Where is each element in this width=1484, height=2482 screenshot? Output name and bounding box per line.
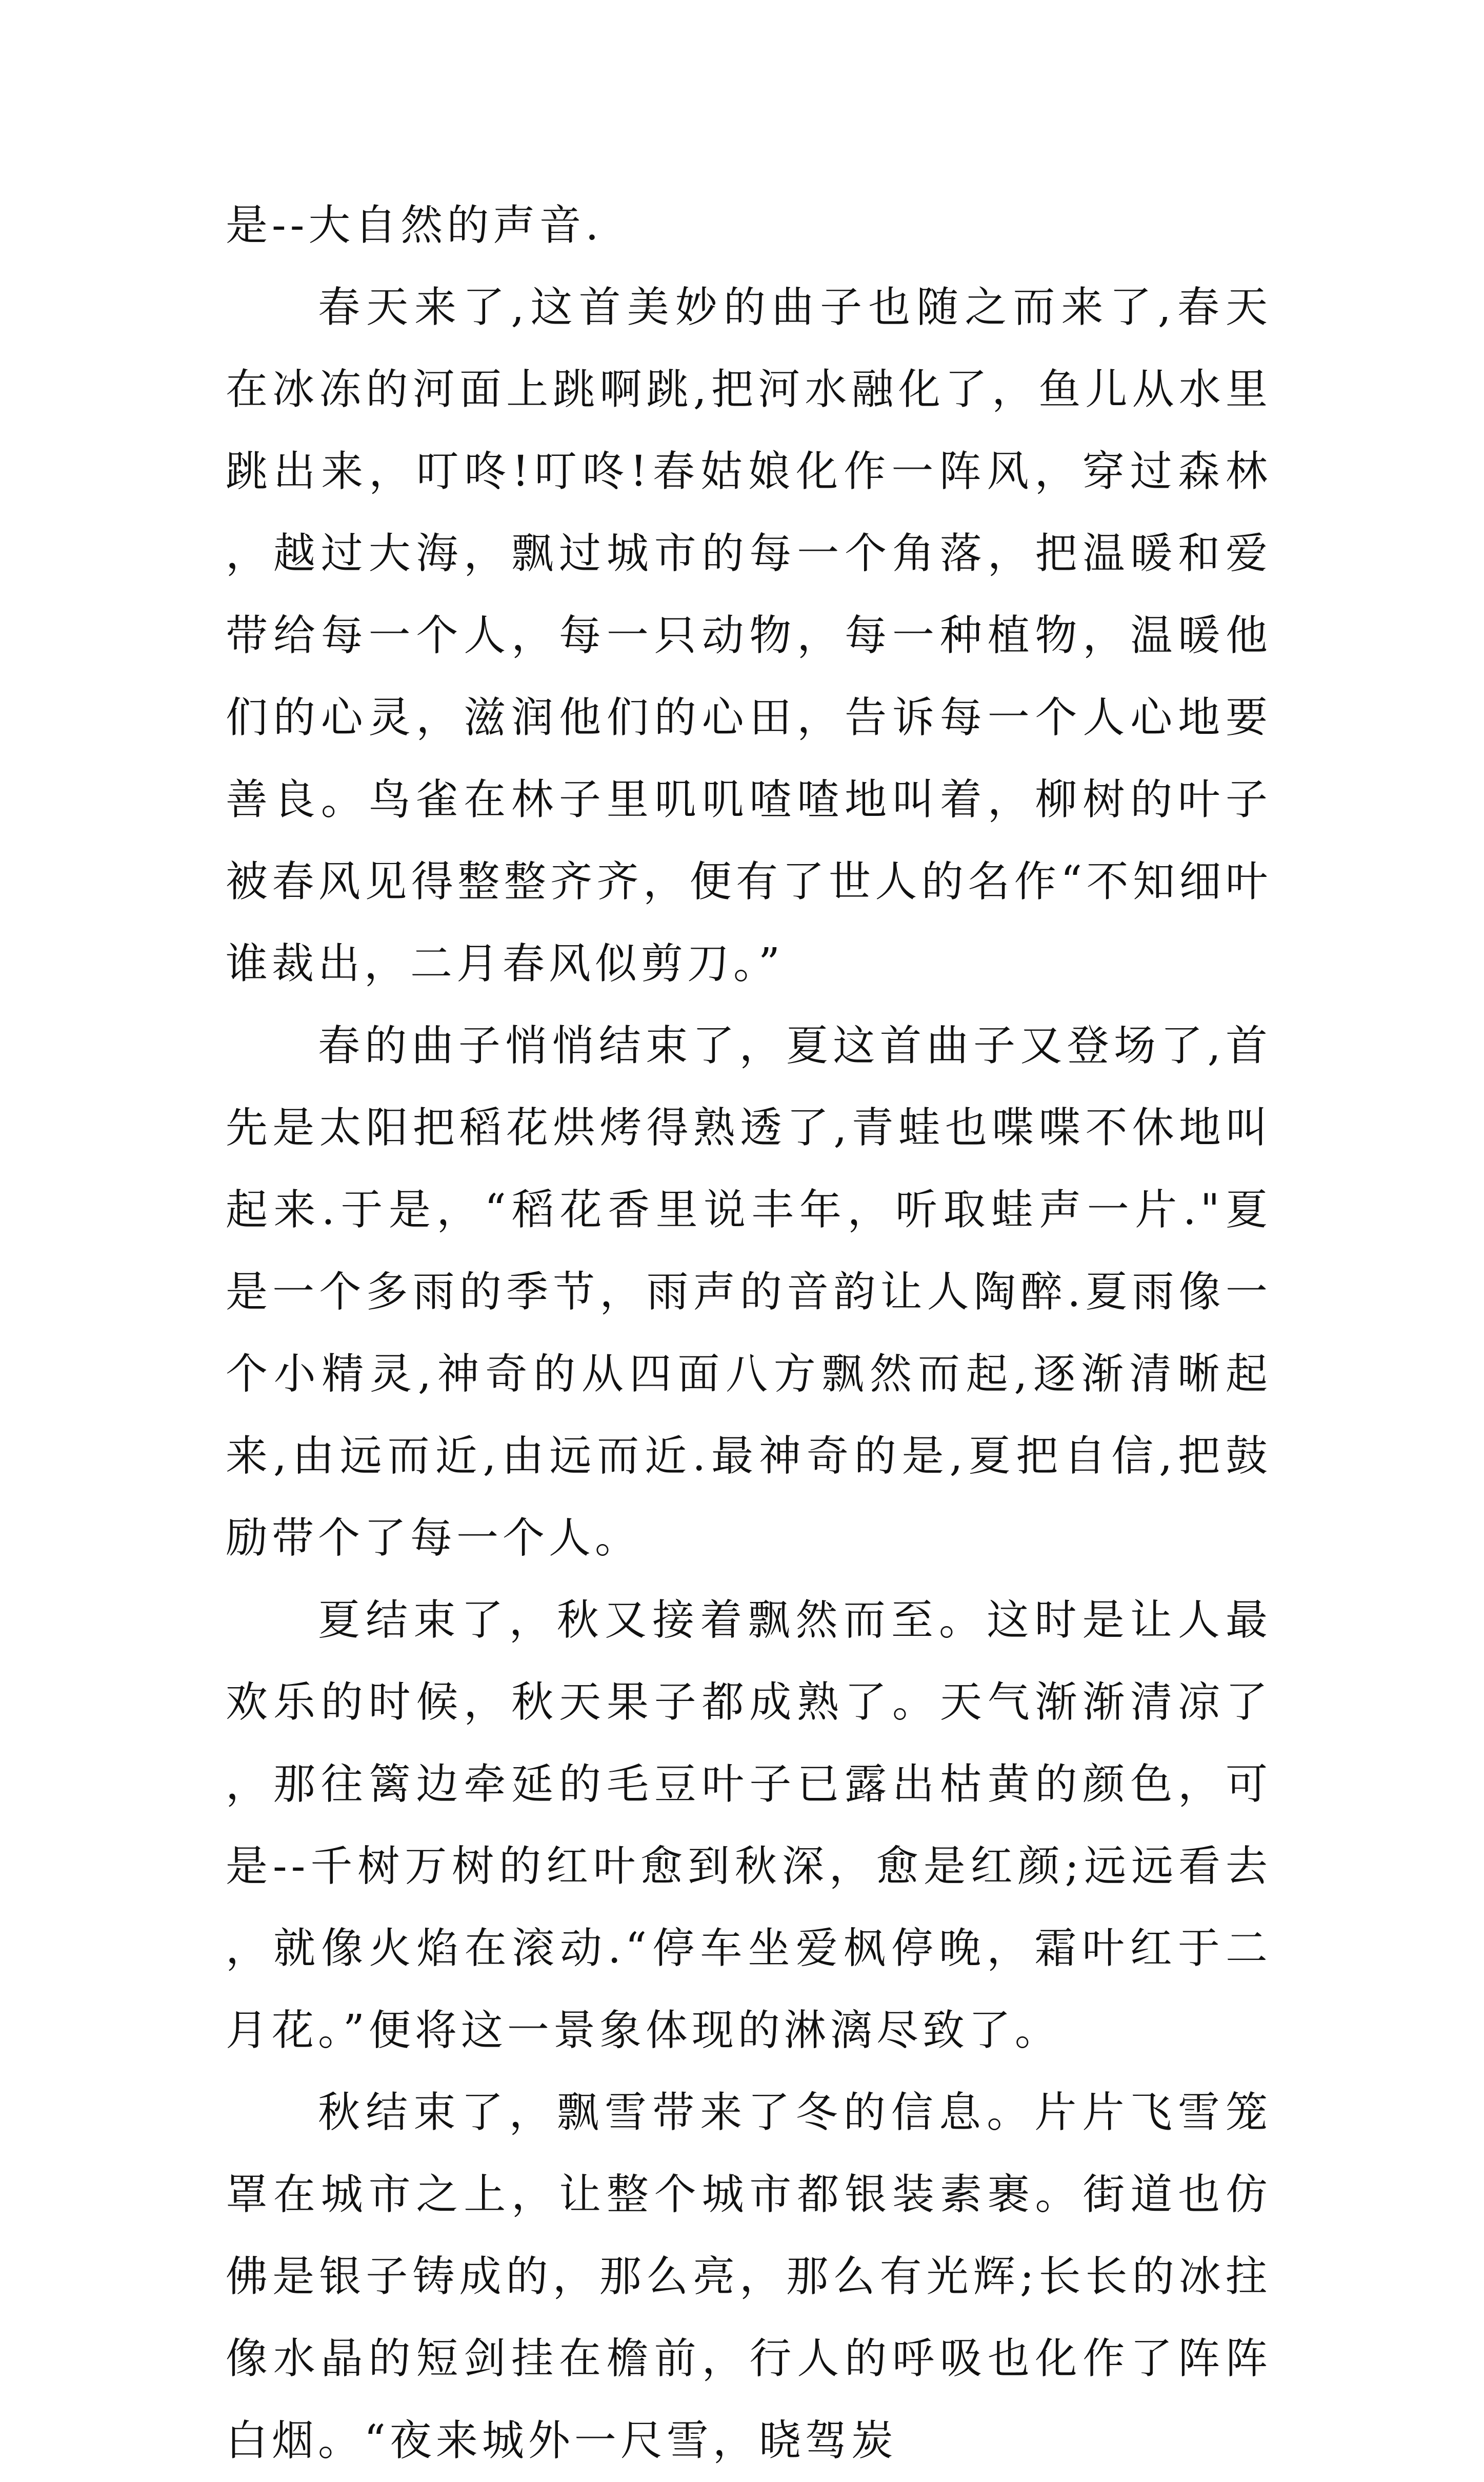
paragraph-3: 春的曲子悄悄结束了，夏这首曲子又登场了,首先是太阳把稻花烘烤得熟透了,青蛙也喋喋不休地叫起来.于是，“稻花香里说丰年，听取蛙声一片."夏是一个多雨的季节，雨声的音韵让人陶醉.夏雨像一个小精灵,神奇的从四面八方飘然而起,逐渐清晰起来,由远而近,由远而近.最神奇的是,夏把自信,把鼓励带个了每一个人。 (226, 1022, 1272, 1563)
paragraph-5: 秋结束了，飘雪带来了冬的信息。片片飞雪笼罩在城市之上，让整个城市都银装素裹。街道也仿佛是银子铸成的，那么亮，那么有光辉;长长的冰拄像水晶的短剑挂在檐前，行人的呼吸也化作了阵阵白烟。“夜来城外一尺雪，晓驾炭 (226, 2088, 1272, 2465)
paragraph-4: 夏结束了，秋又接着飘然而至。这时是让人最欢乐的时候，秋天果子都成熟了。天气渐渐清凉了，那往篱边牵延的毛豆叶子已露出枯黄的颜色，可是--千树万树的红叶愈到秋深，愈是红颜;远远看去，就像火焰在滚动.“停车坐爱枫停晚，霜叶红于二月花。”便将这一景象体现的淋漓尽致了。 (226, 1596, 1272, 2055)
paragraph-2: 春天来了,这首美妙的曲子也随之而来了,春天在冰冻的河面上跳啊跳,把河水融化了，鱼儿从水里跳出来，叮咚!叮咚!春姑娘化作一阵风，穿过森林，越过大海，飘过城市的每一个角落，把温暖和爱带给每一个人，每一只动物，每一种植物，温暖他们的心灵，滋润他们的心田，告诉每一个人心地要善良。鸟雀在林子里叽叽喳喳地叫着，柳树的叶子被春风见得整整齐齐，便有了世人的名作“不知细叶谁裁出，二月春风似剪刀。” (226, 283, 1272, 988)
document-body (226, 185, 1272, 2482)
paragraph-1: 是--大自然的声音. (226, 201, 603, 250)
